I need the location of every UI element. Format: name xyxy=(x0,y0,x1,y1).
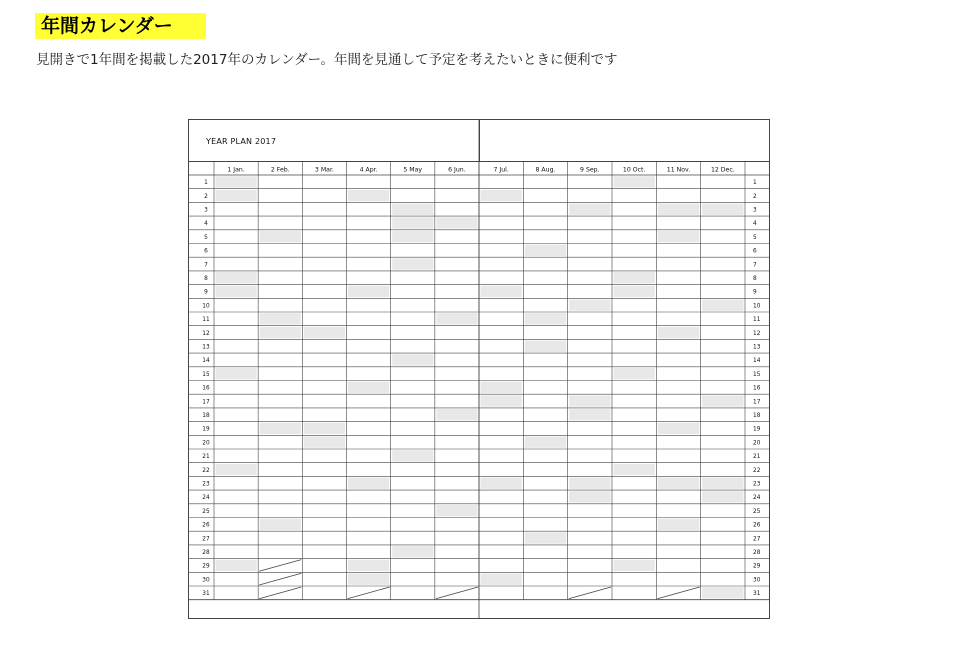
day-number-left: 20 xyxy=(202,440,210,447)
weekend-cell-shade xyxy=(658,204,699,215)
weekend-cell-shade xyxy=(702,395,743,406)
nonexistent-day-strike xyxy=(259,573,301,585)
day-number-left: 10 xyxy=(202,303,210,310)
weekend-cell-shade xyxy=(392,354,433,365)
weekend-cell-shade xyxy=(392,258,433,269)
month-label: 3 Mar. xyxy=(314,166,334,174)
nonexistent-day-strike xyxy=(259,587,301,599)
weekend-cell-shade xyxy=(614,272,655,283)
weekend-cell-shade xyxy=(525,341,566,352)
weekend-cell-shade xyxy=(525,532,566,543)
month-label: 8 Aug. xyxy=(535,166,556,174)
day-number-right: 27 xyxy=(753,536,761,543)
day-number-left: 30 xyxy=(202,577,210,584)
day-number-right: 15 xyxy=(753,371,761,378)
year-plan-calendar xyxy=(188,119,770,619)
day-number-right: 29 xyxy=(753,563,761,570)
day-number-left: 8 xyxy=(204,275,208,282)
day-number-left: 24 xyxy=(202,495,210,502)
day-number-left: 22 xyxy=(202,467,210,474)
weekend-cell-shade xyxy=(260,327,301,338)
day-number-left: 5 xyxy=(204,234,208,241)
month-label: 10 Oct. xyxy=(622,166,646,174)
day-number-right: 19 xyxy=(753,426,761,433)
weekend-cell-shade xyxy=(392,231,433,242)
weekend-cell-shade xyxy=(216,560,257,571)
weekend-cell-shade xyxy=(481,190,522,201)
weekend-cell-shade xyxy=(304,327,345,338)
day-number-right: 4 xyxy=(753,221,757,228)
weekend-cell-shade xyxy=(569,395,610,406)
weekend-cell-shade xyxy=(392,204,433,215)
month-label: 12 Dec. xyxy=(710,166,735,174)
weekend-cell-shade xyxy=(658,519,699,530)
day-number-left: 6 xyxy=(204,248,208,255)
weekend-cell-shade xyxy=(392,217,433,228)
month-label: 1 Jan. xyxy=(227,166,245,174)
weekend-cell-shade xyxy=(658,423,699,434)
weekend-cell-shade xyxy=(348,190,389,201)
weekend-cell-shade xyxy=(658,478,699,489)
weekend-cell-shade xyxy=(392,450,433,461)
day-number-left: 17 xyxy=(202,399,210,406)
weekend-cell-shade xyxy=(436,313,477,324)
day-number-right: 10 xyxy=(753,303,761,310)
day-number-right: 11 xyxy=(753,317,761,324)
day-number-right: 30 xyxy=(753,577,761,584)
weekend-cell-shade xyxy=(614,176,655,187)
nonexistent-day-strike xyxy=(436,587,478,599)
day-number-right: 1 xyxy=(753,180,757,187)
day-number-left: 1 xyxy=(204,180,208,187)
day-number-left: 21 xyxy=(202,454,210,461)
weekend-cell-shade xyxy=(525,245,566,256)
day-number-right: 21 xyxy=(753,454,761,461)
day-number-left: 27 xyxy=(202,536,210,543)
weekend-cell-shade xyxy=(614,286,655,297)
weekend-cell-shade xyxy=(348,286,389,297)
day-number-right: 18 xyxy=(753,412,761,419)
day-number-left: 29 xyxy=(202,563,210,570)
weekend-cell-shade xyxy=(702,300,743,311)
day-number-left: 4 xyxy=(204,221,208,228)
weekend-cell-shade xyxy=(569,491,610,502)
weekend-cell-shade xyxy=(348,560,389,571)
day-number-left: 12 xyxy=(202,330,210,337)
weekend-cell-shade xyxy=(525,313,566,324)
weekend-cell-shade xyxy=(614,464,655,475)
nonexistent-day-strike xyxy=(348,587,390,599)
weekend-cell-shade xyxy=(260,231,301,242)
nonexistent-day-strike xyxy=(569,587,611,599)
weekend-cell-shade xyxy=(569,300,610,311)
weekend-cell-shade xyxy=(260,519,301,530)
weekend-cell-shade xyxy=(436,217,477,228)
month-label: 5 May xyxy=(403,166,423,174)
weekend-cell-shade xyxy=(304,437,345,448)
weekend-cell-shade xyxy=(216,176,257,187)
month-label: 9 Sep. xyxy=(580,166,600,174)
day-number-left: 31 xyxy=(202,591,210,598)
day-number-right: 3 xyxy=(753,207,757,214)
day-number-right: 6 xyxy=(753,248,757,255)
day-number-left: 15 xyxy=(202,371,210,378)
weekend-cell-shade xyxy=(348,382,389,393)
weekend-cell-shade xyxy=(260,423,301,434)
page-subtitle: 見開きで1年間を掲載した2017年のカレンダー。年間を見通して予定を考えたいときに便利です xyxy=(36,52,618,68)
weekend-cell-shade xyxy=(569,204,610,215)
weekend-cell-shade xyxy=(658,327,699,338)
day-number-left: 26 xyxy=(202,522,210,529)
weekend-cell-shade xyxy=(481,382,522,393)
weekend-cell-shade xyxy=(702,478,743,489)
day-number-left: 23 xyxy=(202,481,210,488)
day-number-left: 13 xyxy=(202,344,210,351)
day-number-right: 25 xyxy=(753,508,761,515)
weekend-cell-shade xyxy=(481,574,522,585)
weekend-cell-shade xyxy=(216,272,257,283)
weekend-cell-shade xyxy=(481,286,522,297)
day-number-right: 14 xyxy=(753,358,761,365)
weekend-cell-shade xyxy=(260,313,301,324)
day-number-right: 26 xyxy=(753,522,761,529)
weekend-cell-shade xyxy=(348,574,389,585)
day-number-right: 16 xyxy=(753,385,761,392)
day-number-right: 22 xyxy=(753,467,761,474)
day-number-right: 31 xyxy=(753,591,761,598)
day-number-right: 12 xyxy=(753,330,761,337)
day-number-right: 23 xyxy=(753,481,761,488)
month-label: 7 Jul. xyxy=(493,166,509,174)
day-number-right: 9 xyxy=(753,289,757,296)
day-number-left: 9 xyxy=(204,289,208,296)
day-number-left: 11 xyxy=(202,317,210,324)
weekend-cell-shade xyxy=(304,423,345,434)
page-title: 年間カレンダー xyxy=(35,13,206,39)
day-number-right: 28 xyxy=(753,549,761,556)
day-number-left: 18 xyxy=(202,412,210,419)
weekend-cell-shade xyxy=(348,478,389,489)
day-number-right: 5 xyxy=(753,234,757,241)
weekend-cell-shade xyxy=(216,368,257,379)
day-number-left: 3 xyxy=(204,207,208,214)
weekend-cell-shade xyxy=(569,409,610,420)
weekend-cell-shade xyxy=(481,478,522,489)
weekend-cell-shade xyxy=(525,437,566,448)
weekend-cell-shade xyxy=(392,546,433,557)
weekend-cell-shade xyxy=(216,190,257,201)
day-number-right: 2 xyxy=(753,193,757,200)
weekend-cell-shade xyxy=(481,395,522,406)
weekend-cell-shade xyxy=(436,409,477,420)
weekend-cell-shade xyxy=(216,464,257,475)
weekend-cell-shade xyxy=(702,491,743,502)
weekend-cell-shade xyxy=(702,587,743,598)
planner-grid xyxy=(189,120,769,618)
planner-title: YEAR PLAN 2017 xyxy=(206,137,277,146)
day-number-left: 25 xyxy=(202,508,210,515)
day-number-left: 7 xyxy=(204,262,208,269)
day-number-left: 2 xyxy=(204,193,208,200)
day-number-left: 28 xyxy=(202,549,210,556)
weekend-cell-shade xyxy=(436,505,477,516)
day-number-right: 13 xyxy=(753,344,761,351)
day-number-left: 14 xyxy=(202,358,210,365)
month-label: 2 Feb. xyxy=(270,166,290,174)
day-number-right: 24 xyxy=(753,495,761,502)
month-label: 11 Nov. xyxy=(666,166,691,174)
month-label: 4 Apr. xyxy=(359,166,378,174)
day-number-right: 7 xyxy=(753,262,757,269)
nonexistent-day-strike xyxy=(259,560,301,572)
day-number-left: 16 xyxy=(202,385,210,392)
weekend-cell-shade xyxy=(216,286,257,297)
day-number-right: 17 xyxy=(753,399,761,406)
weekend-cell-shade xyxy=(702,204,743,215)
day-number-right: 8 xyxy=(753,275,757,282)
day-number-right: 20 xyxy=(753,440,761,447)
day-number-left: 19 xyxy=(202,426,210,433)
weekend-cell-shade xyxy=(614,368,655,379)
month-label: 6 Jun. xyxy=(448,166,466,174)
nonexistent-day-strike xyxy=(657,587,699,599)
weekend-cell-shade xyxy=(569,478,610,489)
weekend-cell-shade xyxy=(614,560,655,571)
weekend-cell-shade xyxy=(658,231,699,242)
